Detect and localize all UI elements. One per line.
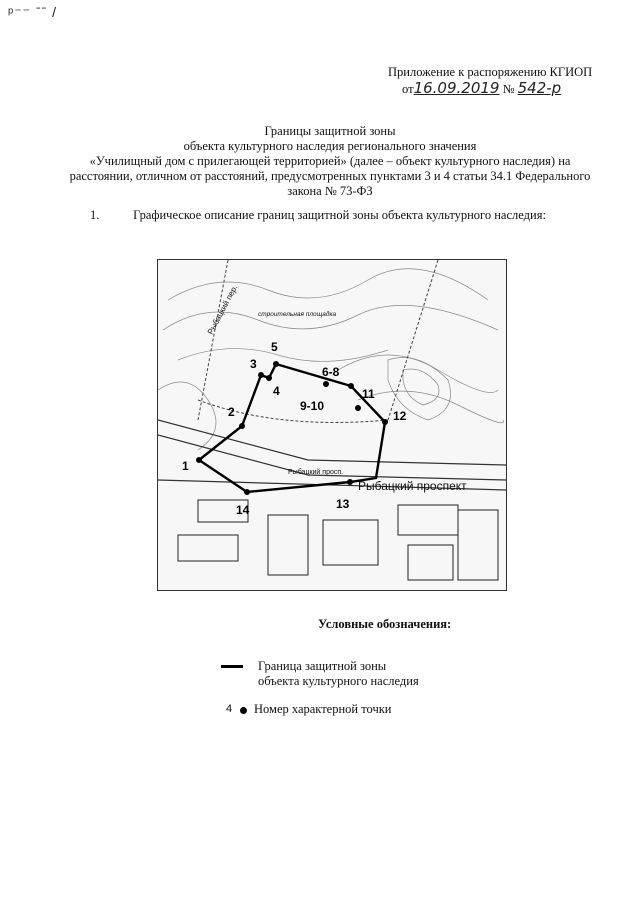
point-label-9-10: 9-10 xyxy=(300,399,325,413)
point-dot-icon xyxy=(240,707,247,714)
section-heading: 1. Графическое описание границ защитной зоны объекта культурного наследия: xyxy=(90,208,546,222)
point-label-11: 11 xyxy=(362,387,375,401)
point-label-6-8: 6-8 xyxy=(322,365,340,379)
point-5-marker xyxy=(273,361,279,367)
point-label-1: 1 xyxy=(182,459,189,473)
point-label-13: 13 xyxy=(336,497,350,511)
street-label-small: Рыбацкий просп. xyxy=(288,469,344,476)
appendix-date-line: от16.09.2019 № 542-р xyxy=(402,79,562,97)
point-2-marker xyxy=(239,423,245,429)
street-label: Рыбацкий проспект xyxy=(358,479,467,493)
appendix-header xyxy=(388,64,592,97)
point-label-3: 3 xyxy=(250,357,257,371)
point-6-8-marker xyxy=(323,381,329,387)
appendix-number: 542-р xyxy=(517,79,562,97)
appendix-date: 16.09.2019 xyxy=(413,79,500,97)
legend-point-number: 4 xyxy=(226,703,233,715)
point-13-marker xyxy=(347,479,353,485)
point-1-marker xyxy=(196,457,202,463)
boundary-line-symbol xyxy=(221,665,243,668)
point-11-marker xyxy=(355,405,361,411)
point-label-2: 2 xyxy=(228,405,235,419)
point-4-marker xyxy=(266,375,272,381)
point-label-5: 5 xyxy=(271,340,278,354)
point-label-14: 14 xyxy=(236,503,250,517)
map-svg xyxy=(158,260,506,590)
point-label-12: 12 xyxy=(393,409,407,423)
site-label: строительная площадка xyxy=(258,311,337,318)
corner-mark: ᵖ⁻⁻ ˉˉ / xyxy=(8,4,58,20)
lane-label: Рыбацкий пер. xyxy=(205,283,240,336)
point-3-marker xyxy=(258,372,264,378)
point-12-marker xyxy=(382,419,388,425)
map-buildings xyxy=(178,500,498,580)
document-title: Границы защитной зоны объекта культурного наследия регионального значения «Училищный дом с прилегающей территорией» (далее – объект культурного наследия) на расстоянии, отличном от расстояний, предусмотренных пунктами 3 и 4 статьи 34.1 Федерального закона № 73-ФЗ xyxy=(69,124,591,198)
legend-boundary-text: Граница защитной зоны объекта культурного наследия xyxy=(258,659,419,688)
legend-title: Условные обозначения: xyxy=(318,617,452,631)
point-14-marker xyxy=(244,489,250,495)
legend-point-text: Номер характерной точки xyxy=(254,702,392,716)
boundary-map xyxy=(157,259,507,591)
point-9-10-marker xyxy=(348,383,354,389)
point-label-4: 4 xyxy=(273,384,280,398)
appendix-title: Приложение к распоряжению КГИОП xyxy=(388,65,593,79)
